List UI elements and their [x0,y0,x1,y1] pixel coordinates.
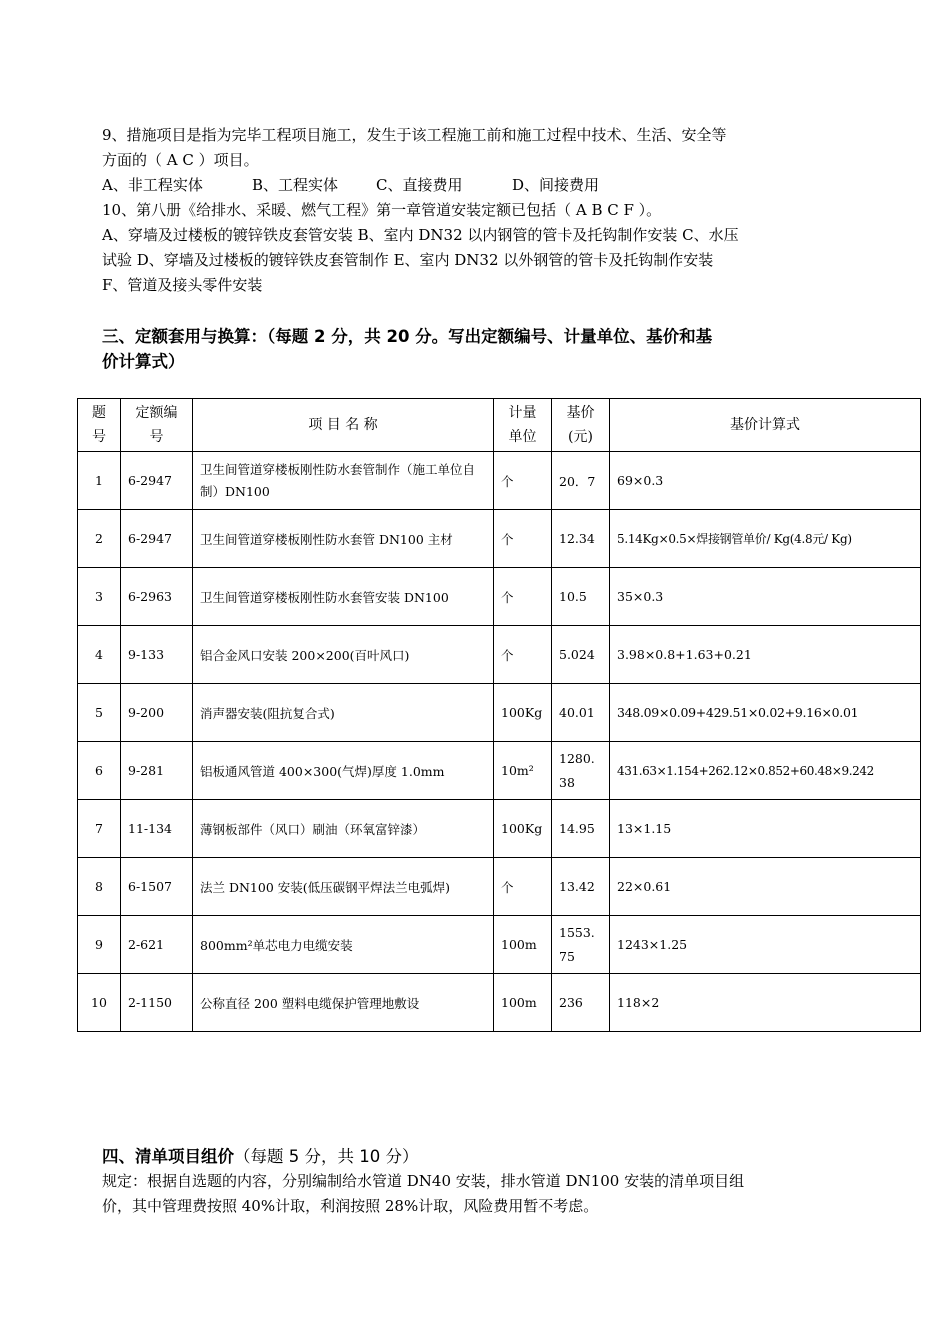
cell-name: 法兰 DN100 安装(低压碳钢平焊法兰电弧焊) [193,858,494,916]
cell-code: 9-133 [121,626,193,684]
table-row [78,916,921,974]
section-4-title: 四、清单项目组价 [102,1147,234,1166]
cell-price: 14.95 [552,800,610,858]
cell-formula: 22×0.61 [610,858,921,916]
header-formula: 基价计算式 [610,399,921,452]
cell-price: 40.01 [552,684,610,742]
cell-code: 6-2963 [121,568,193,626]
table-row [78,800,921,858]
cell-unit: 个 [494,858,552,916]
cell-number: 5 [78,684,121,742]
cell-unit: 100Kg [494,684,552,742]
cell-unit: 个 [494,510,552,568]
question-9-stem-line2: 方面的（ A C ）项目。 [102,151,259,169]
cell-name: 消声器安装(阻抗复合式) [193,684,494,742]
cell-price: 236 [552,974,610,1032]
cell-unit: 100Kg [494,800,552,858]
cell-formula: 3.98×0.8+1.63+0.21 [610,626,921,684]
header-base-price: 基价 (元) [552,399,610,452]
question-10 [102,198,808,298]
cell-code: 6-2947 [121,510,193,568]
cell-unit: 10m² [494,742,552,800]
table-row [78,974,921,1032]
question-10-options-line2: 试验 D、穿墙及过楼板的镀锌铁皮套管制作 E、室内 DN32 以外钢管的管卡及托钩制作安装 [102,251,714,269]
cell-price: 12.34 [552,510,610,568]
cell-formula: 431.63×1.154+262.12×0.852+60.48×9.242 [610,742,921,800]
section-4-heading [102,1144,822,1169]
cell-formula: 118×2 [610,974,921,1032]
cell-price: 1553.75 [552,916,610,974]
cell-name: 薄钢板部件（风口）刷油（环氧富锌漆） [193,800,494,858]
cell-formula: 69×0.3 [610,452,921,510]
cell-name: 卫生间管道穿楼板刚性防水套管安装 DN100 [193,568,494,626]
option-c: C、直接费用 [376,176,463,194]
cell-formula: 348.09×0.09+429.51×0.02+9.16×0.01 [610,684,921,742]
section-3-title-line1: 三、定额套用与换算：（每题 2 分，共 20 分。写出定额编号、计量单位、基价和基 [102,327,713,346]
table-row [78,568,921,626]
cell-code: 6-1507 [121,858,193,916]
cell-code: 11-134 [121,800,193,858]
question-9 [102,123,808,198]
cell-unit: 100m [494,916,552,974]
cell-code: 2-1150 [121,974,193,1032]
cell-code: 9-200 [121,684,193,742]
section-4-rule-line1: 规定：根据自选题的内容，分别编制给水管道 DN40 安装，排水管道 DN100 安装的清单项目组 [102,1172,745,1190]
header-item-name: 项 目 名 称 [193,399,494,452]
cell-code: 9-281 [121,742,193,800]
cell-unit: 100m [494,974,552,1032]
cell-price: 13.42 [552,858,610,916]
section-4-note: （每题 5 分，共 10 分） [234,1147,419,1166]
cell-name: 800mm²单芯电力电缆安装 [193,916,494,974]
option-d: D、间接费用 [512,176,600,194]
cell-name: 铝板通风管道 400×300(气焊)厚度 1.0mm [193,742,494,800]
question-9-stem-line1: 9、措施项目是指为完毕工程项目施工，发生于该工程施工前和施工过程中技术、生活、安全等 [102,126,727,144]
option-a: A、非工程实体 [102,176,203,194]
cell-formula: 1243×1.25 [610,916,921,974]
cell-name: 铝合金风口安装 200×200(百叶风口) [193,626,494,684]
cell-number: 8 [78,858,121,916]
table-row [78,858,921,916]
cell-price: 10.5 [552,568,610,626]
cell-unit: 个 [494,626,552,684]
cell-number: 2 [78,510,121,568]
cell-formula: 5.14Kg×0.5×焊接钢管单价/ Kg(4.8元/ Kg) [610,510,921,568]
cell-unit: 个 [494,568,552,626]
question-10-stem: 10、第八册《给排水、采暖、燃气工程》第一章管道安装定额已包括（ A B C F ）。 [102,201,662,219]
header-unit: 计量 单位 [494,399,552,452]
cell-number: 4 [78,626,121,684]
header-quota-code: 定额编 号 [121,399,193,452]
table-header-row [78,399,921,452]
cell-code: 6-2947 [121,452,193,510]
cell-number: 9 [78,916,121,974]
cell-name: 卫生间管道穿楼板刚性防水套管 DN100 主材 [193,510,494,568]
cell-name: 卫生间管道穿楼板刚性防水套管制作（施工单位自制）DN100 [193,452,494,510]
section-3-heading [102,324,822,374]
cell-code: 2-621 [121,916,193,974]
section-4-rule-line2: 价，其中管理费按照 40%计取，利润按照 28%计取，风险费用暂不考虑。 [102,1197,599,1215]
cell-number: 10 [78,974,121,1032]
option-b: B、工程实体 [252,176,339,194]
cell-unit: 个 [494,452,552,510]
cell-formula: 35×0.3 [610,568,921,626]
cell-number: 7 [78,800,121,858]
cell-number: 6 [78,742,121,800]
table-row [78,684,921,742]
cell-number: 3 [78,568,121,626]
question-10-options-line1: A、穿墙及过楼板的镀锌铁皮套管安装 B、室内 DN32 以内钢管的管卡及托钩制作安装 C、水压 [102,226,739,244]
section-4-rules [102,1169,822,1219]
cell-formula: 13×1.15 [610,800,921,858]
cell-number: 1 [78,452,121,510]
header-number: 题 号 [78,399,121,452]
question-10-options-line3: F、管道及接头零件安装 [102,276,263,294]
quota-table [77,398,921,1032]
cell-price: 20．7 [552,452,610,510]
cell-price: 5.024 [552,626,610,684]
section-4 [102,1144,822,1219]
table-row [78,742,921,800]
cell-name: 公称直径 200 塑料电缆保护管理地敷设 [193,974,494,1032]
table-row [78,626,921,684]
cell-price: 1280.38 [552,742,610,800]
question-9-options [102,173,808,198]
table-row [78,510,921,568]
table-row [78,452,921,510]
section-3-title-line2: 价计算式） [102,352,185,371]
